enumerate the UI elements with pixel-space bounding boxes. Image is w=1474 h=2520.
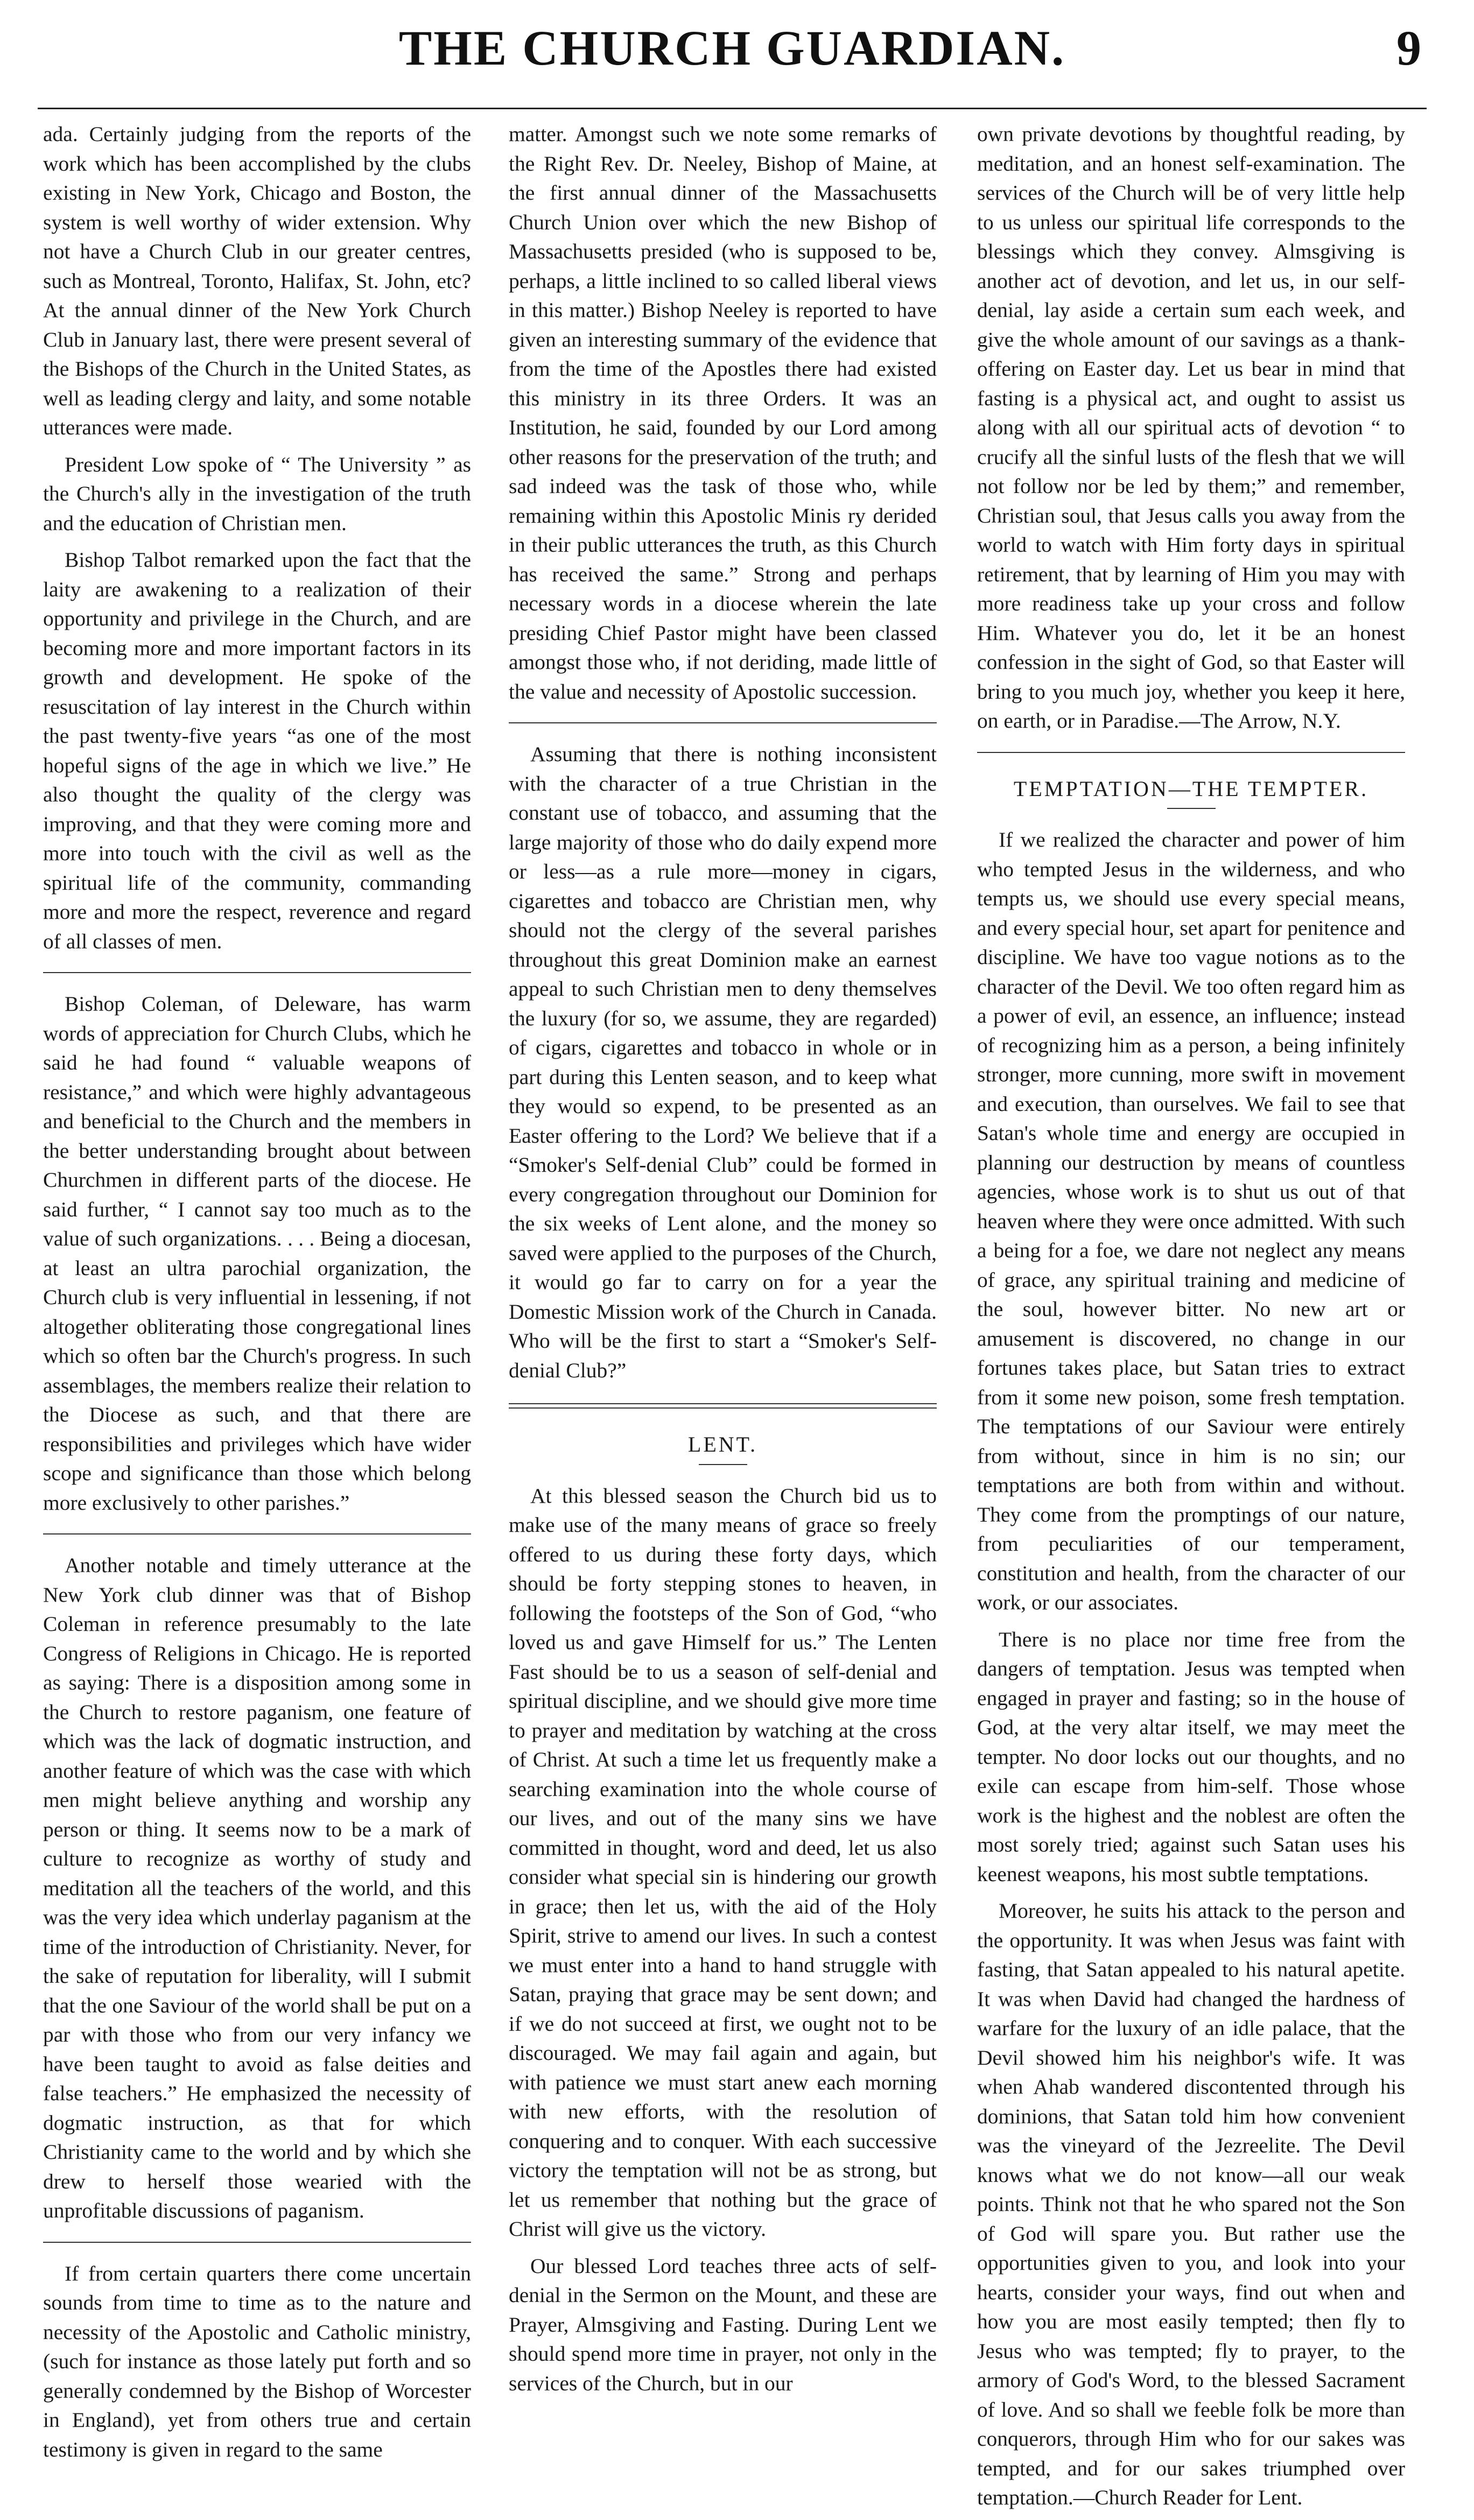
paragraph: Another notable and timely utterance at the New York club dinner was that of Bishop Coleman in reference presumably to the late Congress of Religions in Chicago. He is reported as saying: There is a disposition among some in the Church to restore paganism, one feature of which was the lack of dogmatic instruction, and another feature of which was the case with which men might believe anything and worship any person or thing. It seems now to be a mark of culture to recognize as worthy of study and meditation all the teachers of the world, and this was the very idea which underlay paganism at the time of the introduction of Christianity. Never, for the sake of reputation for liberality, will I submit that the one Saviour of the world shall be put on a par with those who from our very infancy we have been taught to avoid as false deities and false teachers.” He emphasized the necessity of dogmatic instruction, as that for which Christianity came to the world and by which she drew to herself those wearied with the unprofitable discussions of paganism. — [43, 1553, 471, 2222]
section-heading-lent: LENT. — [687, 1432, 758, 1456]
paragraph: There is no place nor time free from the dangers of temptation. Jesus was tempted when engaged in prayer and fasting; so in the house of God, at the very altar itself, we may meet the tempter. No door locks out our thoughts, and no exile can escape from him-self. Those whose work is the highest and the noblest are often the most sorely tried; against such Satan uses his keenest weapons, his most subtle temptations. — [977, 1627, 1405, 1886]
paragraph: Moreover, he suits his attack to the person and the opportunity. It was when Jesus was faint with fasting, that Satan appealed to his natural apetite. It was when David had changed the hardness of warfare for the luxury of an idle palace, that the Devil showed him his neighbor's wife. It was when Ahab wandered discontented through his dominions, that Satan told him how convenient was the vineyard of the Jezreelite. The Devil knows what we do not know—all our weak points. Think not that he who spared not the Son of God will spare you. But rather use the opportunities given to you, and look into your hearts, consider your ways, find out when and how you are most easily tempted; then fly to Jesus who was tempted; fly to prayer, to the armory of God's Word, to the blessed Sacrament of love. And so shall we feeble folk be more than conquerors, through Him who for our sakes was tempted, and for our sakes triumphed over temptation.—Church Reader for Lent. — [977, 1899, 1405, 2509]
paragraph: matter. Amongst such we note some remarks of the Right Rev. Dr. Neeley, Bishop of Maine, at the first annual dinner of the Massachusetts Church Union over which the new Bishop of Massachusetts presided (who is supposed to be, perhaps, a little inclined to so called liberal views in this matter.) Bishop Neeley is reported to have given an interesting summary of the evidence that from the time of the Apostles there had existed this ministry in its three Orders. It was an Institution, he said, founded by our Lord among other reasons for the preservation of the truth; and sad indeed was the task of those who, while remaining within this Apostolic Minis ry derided in their public utterances the truth, as this Church has received the same.” Strong and perhaps necessary words in a diocese wherein the late presiding Chief Pastor might have been classed amongst those who, if not deriding, made little of the value and necessity of Apostolic succession. — [509, 122, 937, 703]
heading-rule — [1167, 808, 1216, 809]
paragraph: ada. Certainly judging from the reports of the work which has been accomplished by the clubs existing in New York, Chicago and Boston, the system is well worthy of wider extension. Why not have a Church Club in our greater centres, such as Montreal, Toronto, Halifax, St. John, etc? At the annual dinner of the New York Church Club in January last, there were present several of the Bishops of the Church in the United States, as well as leading clergy and laity, and some notable utterances were made. — [43, 122, 471, 439]
paragraph: Bishop Talbot remarked upon the fact that the laity are awakening to a realization of their opportunity and privilege in the Church, and are becoming more and more important factors in its growth and development. He spoke of the resuscitation of lay interest in the Church within the past twenty-five years “as one of the most hopeful signs of the age in which we live.” He also thought the quality of the clergy was improving, and that they were coming more and more into touch with the civil as well as the spiritual life of the community, commanding more and more the respect, reverence and regard of all classes of men. — [43, 548, 471, 953]
paragraph: Assuming that there is nothing inconsistent with the character of a true Christian in the constant use of tobacco, and assuming that the large majority of those who do daily expend more or less—as a rule more—money in cigars, cigarettes and tobacco are Christian men, why should not the clergy of the several parishes throughout this great Dominion make an earnest appeal to such Christian men to deny themselves the luxury (for so, we assume, they are regarded) of cigars, cigarettes and tobacco in whole or in part during this Lenten season, and to keep what they would so expend, to be presented as an Easter offering to the Lord? We believe that if a “Smoker's Self-denial Club” could be formed in every congregation throughout our Dominion for the six weeks of Lent alone, and the money so saved were applied to the purposes of the Church, it would go far to carry on for a year the Domestic Mission work of the Church in Canada. Who will be the first to start a “Smoker's Self-denial Club?” — [509, 742, 937, 1382]
section-heading-temptation: TEMPTATION—THE TEMPTER. — [1013, 776, 1369, 801]
divider — [43, 1533, 471, 1534]
column-2 — [509, 119, 937, 2405]
divider — [509, 722, 937, 723]
paragraph: At this blessed season the Church bid us to make use of the many means of grace so freely offered to us during these forty days, which should be forty stepping stones to heaven, in following the footsteps of the Son of God, “who loved us and gave Himself for us.” The Lenten Fast should be to us a season of self-denial and spiritual discipline, and we should give more time to prayer and meditation by watching at the cross of Christ. At such a time let us frequently make a searching examination into the whole course of our lives, and out of the many sins we have committed in thought, word and deed, let us also consider what special sin is hindering our growth in grace; then let us, with the aid of the Holy Spirit, strive to amend our lives. In such a contest we must enter into a hand to hand struggle with Satan, praying that grace may be sent down; and if we do not succeed at first, we ought not to be discouraged. We may fail again and again, but with patience we must start anew each morning with new efforts, with the resolution of conquering and to conquer. With each successive victory the temptation will not be as strong, but let us remember that nothing but the grace of Christ will give us the victory. — [509, 1483, 937, 2241]
newspaper-title: THE CHURCH GUARDIAN. — [398, 20, 1066, 75]
page-number: 9 — [1396, 20, 1421, 75]
heading-rule — [699, 1464, 747, 1465]
paragraph: If from certain quarters there come uncertain sounds from time to time as to the nature and necessity of the Apostolic and Catholic ministry, (such for instance as those lately put forth and so generally condemned by the Bishop of Worcester in England), yet from others true and certain testimony is given in regard to the same — [43, 2261, 471, 2461]
divider — [977, 752, 1405, 753]
column-3 — [977, 119, 1405, 2520]
paragraph: own private devotions by thoughtful reading, by meditation, and an honest self-examination. The services of the Church will be of very little help to us unless our spiritual life corresponds to the blessings which they convey. Almsgiving is another act of devotion, and let us, in our self-denial, lay aside a certain sum each week, and give the whole amount of our savings as a thank-offering on Easter day. Let us bear in mind that fasting is a physical act, and ought to assist us along with all our spiritual acts of devotion “ to crucify all the sinful lusts of the flesh that we will not follow nor be led by them;” and remember, Christian soul, that Jesus calls you away from the world to watch with Him forty days in spiritual retirement, that by learning of Him you may with more readiness take up your cross and follow Him. Whatever you do, let it be an honest confession in the sight of God, so that Easter will bring to you much joy, whether you keep it here, on earth, or in Paradise.—The Arrow, N.Y. — [977, 122, 1405, 733]
paragraph: President Low spoke of “ The University ” as the Church's ally in the investigation of the truth and the education of Christian men. — [43, 452, 471, 535]
divider — [43, 972, 471, 973]
section-rule — [509, 1403, 937, 1409]
column-1 — [43, 119, 471, 2472]
masthead — [38, 0, 1427, 109]
divider — [43, 2242, 471, 2243]
paragraph: If we realized the character and power of him who tempted Jesus in the wilderness, and who tempts us, we should use every special means, and every special hour, set apart for penitence and discipline. We have too vague notions as to the character of the Devil. We too often regard him as a power of evil, an essence, an influence; instead of recognizing him as a person, a being infinitely stronger, more cunning, more swift in movement and execution, than ourselves. We fail to see that Satan's whole time and energy are occupied in planning our destruction by means of countless agencies, whose work is to shut us out of that heaven where they were once admitted. With such a being for a foe, we dare not neglect any means of grace, any spiritual training and medicine of the soul, however bitter. No new art or amusement is discovered, no change in our fortunes takes place, but Satan tries to extract from it some new poison, some fresh temptation. The temptations of our Saviour were entirely from without, since in him is no sin; our temptations are both from within and without. They come from the promptings of our nature, from peculiarities of our temperament, constitution and health, from the character of our work, or our associates. — [977, 828, 1405, 1614]
paragraph: Bishop Coleman, of Deleware, has warm words of appreciation for Church Clubs, which he said he had found “ valuable weapons of resistance,” and which were highly advantageous and beneficial to the Church and the members in the better understanding brought about between Churchmen in different parts of the diocese. He said further, “ I cannot say too much as to the value of such organizations. . . . Being a diocesan, at least an ultra parochial organization, the Church club is very influential in lessening, if not altogether obliterating those congregational lines which so often bar the Church's progress. In such assemblages, the members realize their relation to the Diocese as such, and that there are responsibilities and privileges which have wider scope and significance than those which belong more exclusively to other parishes.” — [43, 992, 471, 1515]
paragraph: Our blessed Lord teaches three acts of self-denial in the Sermon on the Mount, and these are Prayer, Almsgiving and Fasting. During Lent we should spend more time in prayer, not only in the services of the Church, but in our — [509, 2254, 937, 2395]
